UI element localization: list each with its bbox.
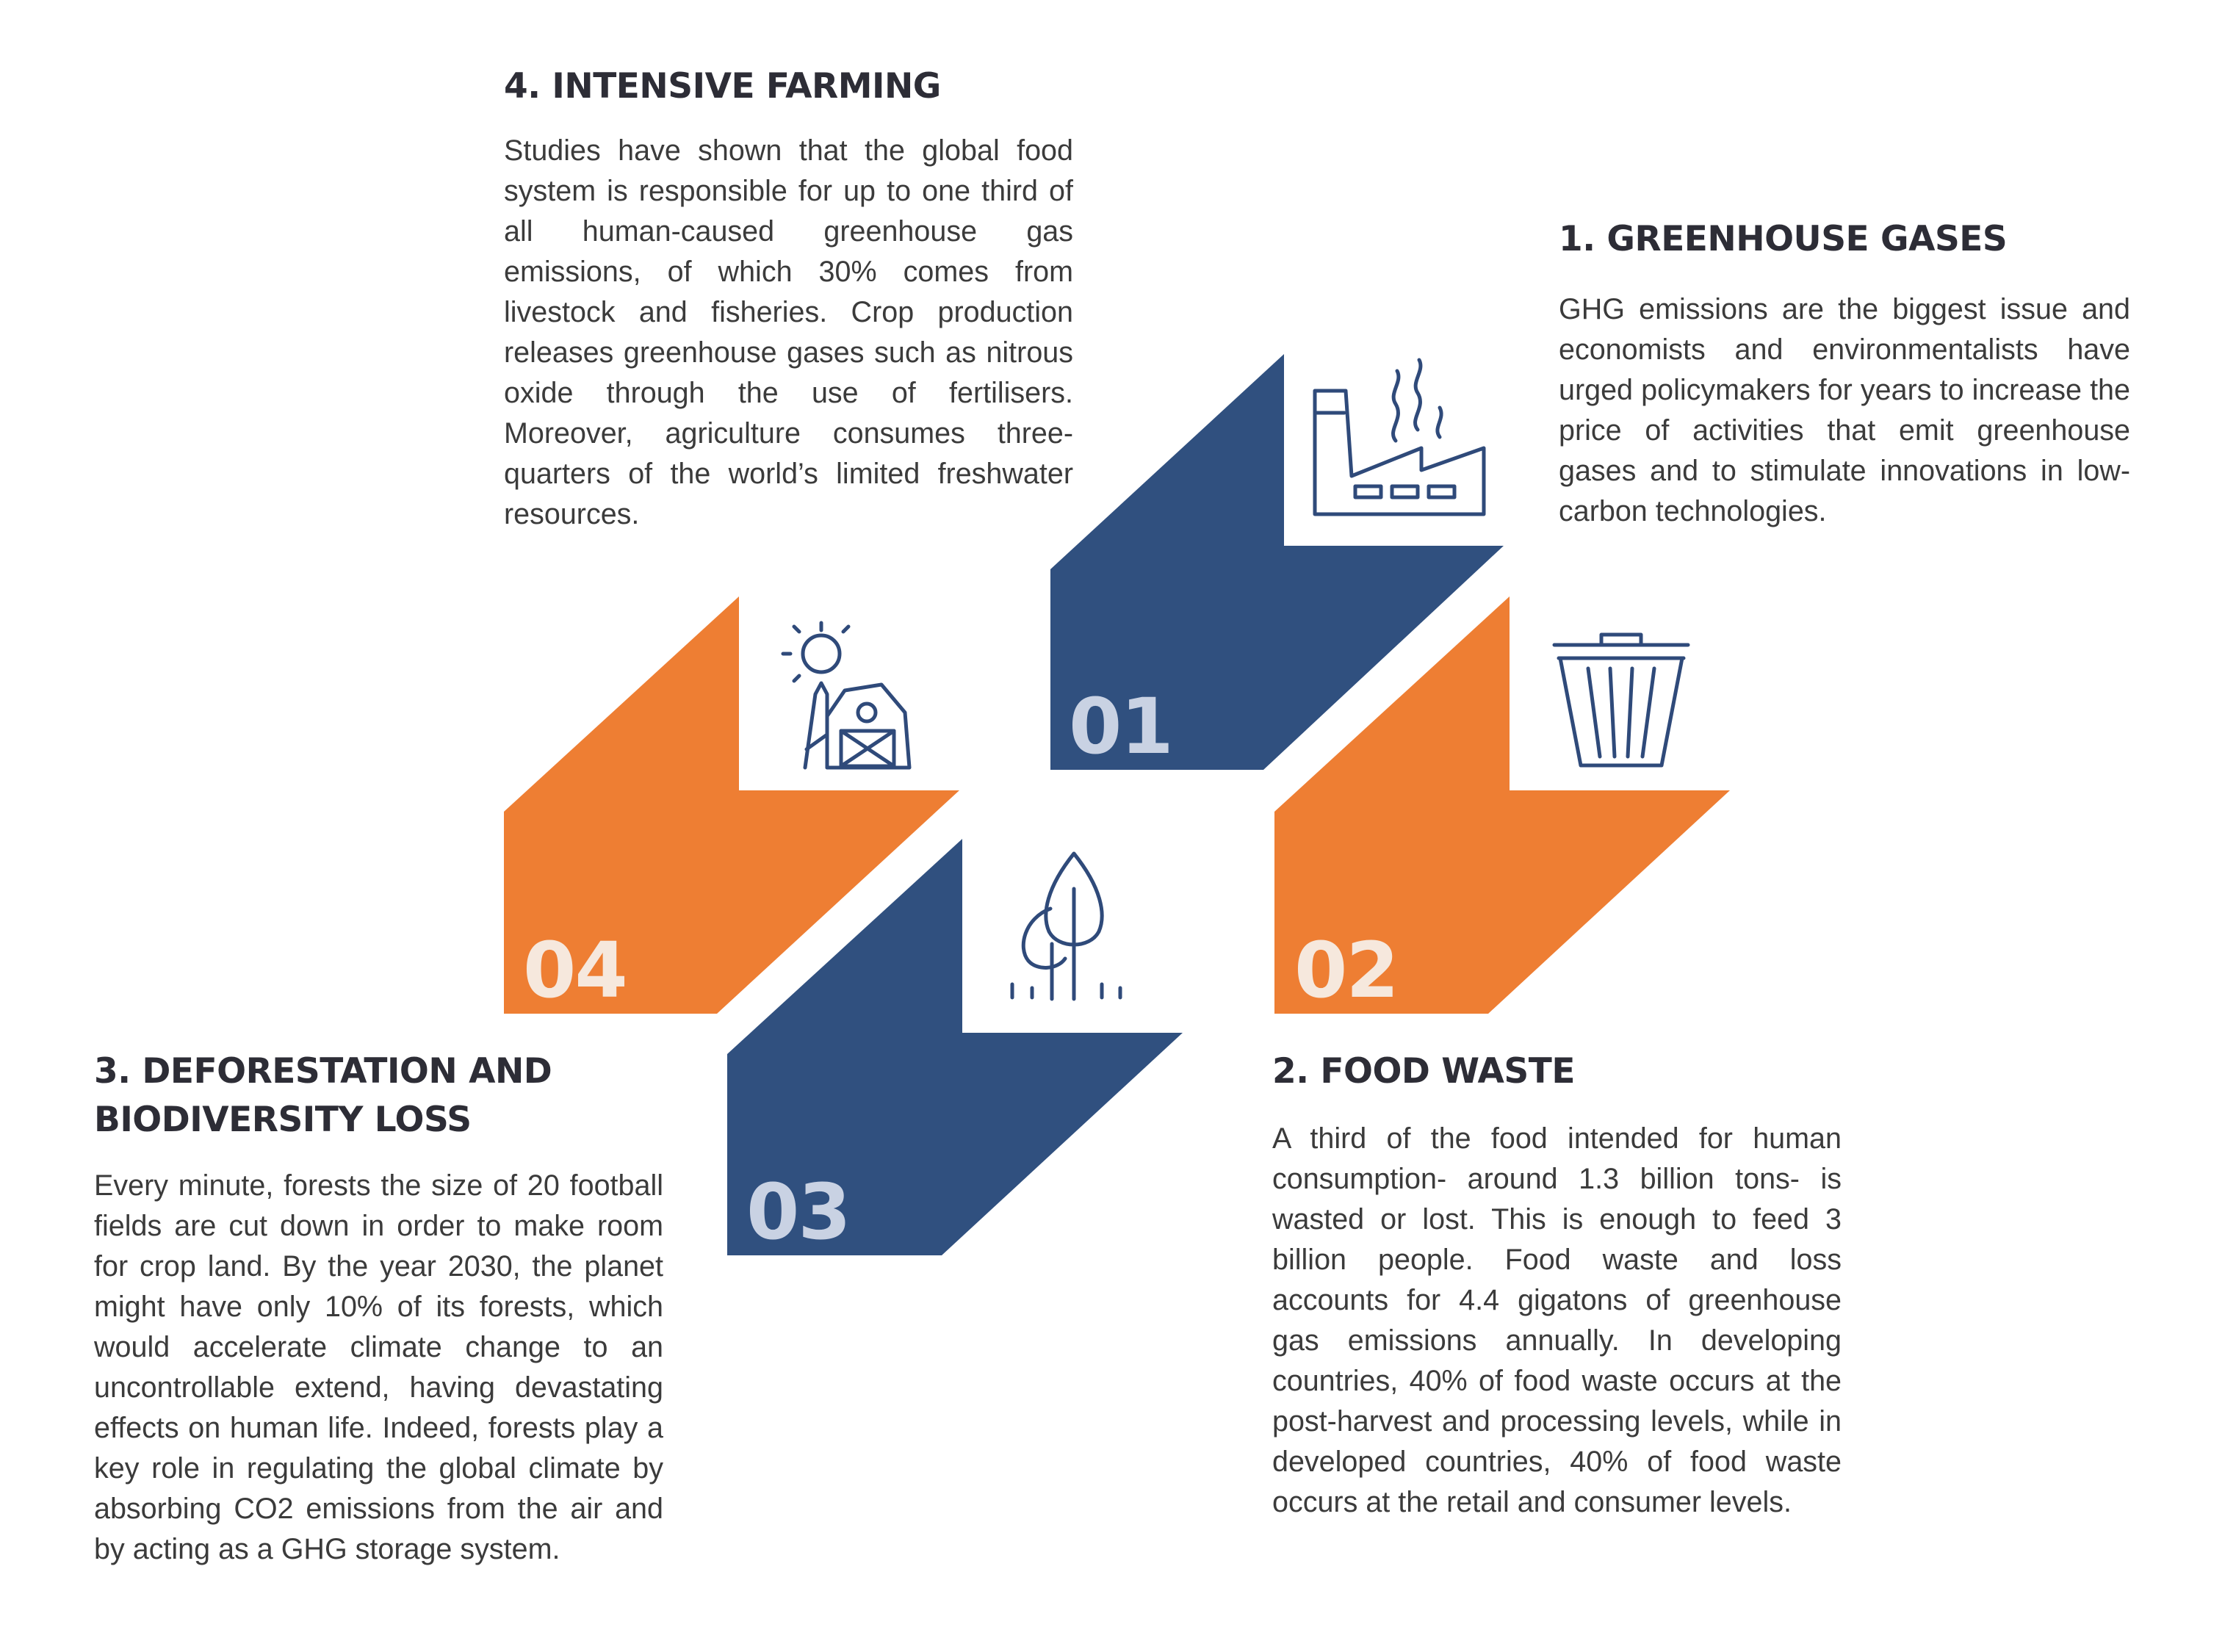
- greenhouse-gases-text: GHG emissions are the biggest issue and economists and environmentalists have urged policymakers for years to increase the price of activities that emit greenhouse gases and to stimulate innovations in low-carbon technologies.: [1559, 293, 2130, 527]
- shape-number-02: 02: [1294, 926, 1398, 1015]
- shape-number-01: 01: [1069, 682, 1172, 771]
- deforestation-title: [94, 1047, 552, 1144]
- shape-number-04: 04: [523, 926, 627, 1015]
- deforestation-title-line2: BIODIVERSITY LOSS: [94, 1100, 472, 1140]
- intensive-farming-title: 4. INTENSIVE FARMING: [504, 66, 941, 107]
- intensive-farming-text: Studies have shown that the global food system is responsible for up to one third of all human-caused greenhouse gas emissions, of which 30% comes from livestock and fisheries. Crop production releases greenhouse gases such as nitrous oxide through the use of fertilisers. Moreover, agriculture consumes three-quarters of the world’s limited freshwater resources.: [504, 134, 1073, 530]
- food-waste-text: A third of the food intended for human consumption- around 1.3 billion tons- is wasted or lost. This is enough to feed 3 billion people. Food waste and loss accounts for 4.4 gigatons of greenhouse gas emissions annually. In developing countries, 40% of food waste occurs at the post-harvest and processing levels, while in developed countries, 40% of food waste occurs at the retail and consumer levels.: [1272, 1122, 1842, 1518]
- deforestation-title-line1: 3. DEFORESTATION AND: [94, 1051, 552, 1092]
- greenhouse-gases-title: 1. GREENHOUSE GASES: [1559, 219, 2008, 259]
- deforestation-text: Every minute, forests the size of 20 football fields are cut down in order to make room for crop land. By the year 2030, the planet might have only 10% of its forests, which would accelerate climate change to an uncontrollable extend, having devastating effects on human life. Indeed, forests play a key role in regulating the global climate by absorbing CO2 emissions from the air and by acting as a GHG storage system.: [94, 1169, 663, 1565]
- trash-can-icon: [1554, 635, 1688, 765]
- factory-icon: [1315, 360, 1484, 514]
- shape-number-03: 03: [746, 1167, 850, 1257]
- food-waste-title: 2. FOOD WASTE: [1272, 1051, 1575, 1092]
- trees-icon: [1012, 854, 1120, 999]
- barn-sun-icon: [783, 623, 909, 768]
